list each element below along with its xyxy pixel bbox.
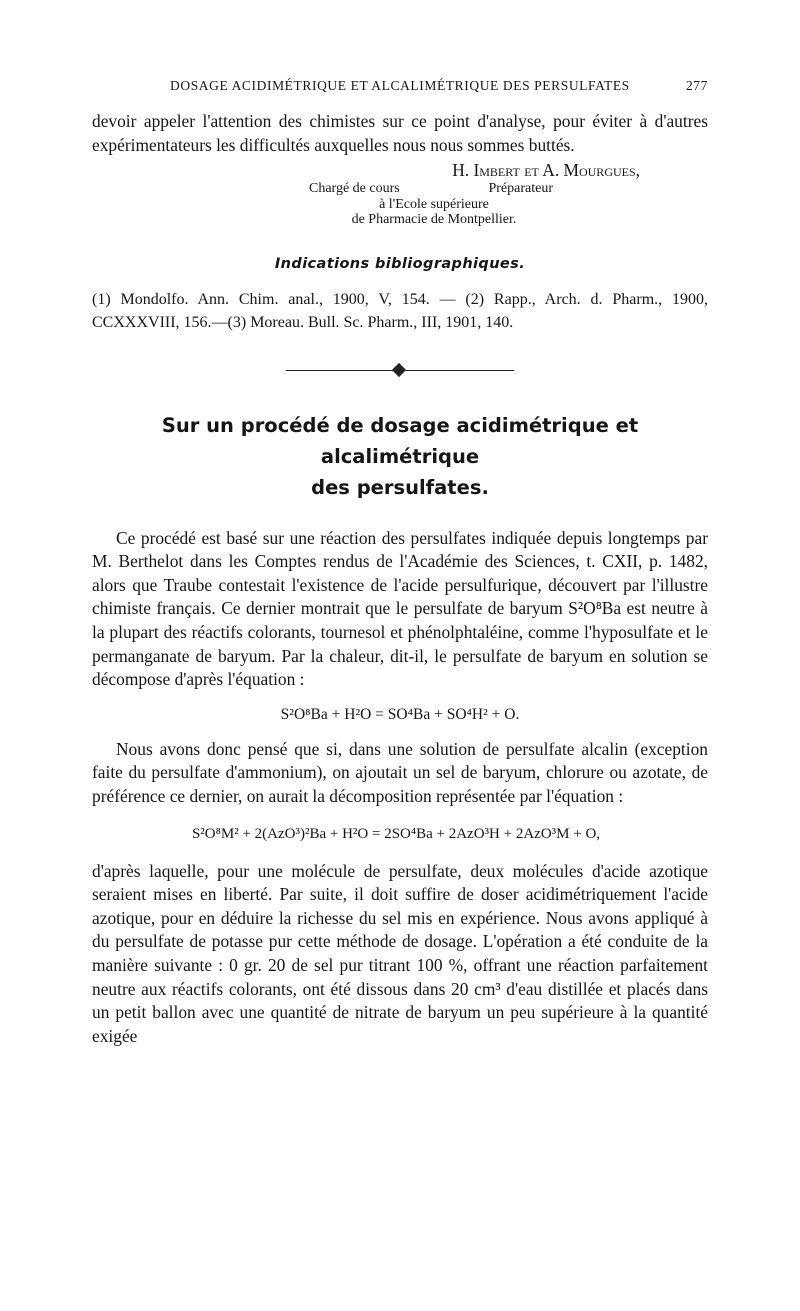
affiliation-line-1: à l'Ecole supérieure <box>379 196 489 212</box>
author-names: H. Imbert et A. Mourgues, <box>452 160 640 181</box>
body-paragraph-1: Ce procédé est basé sur une réaction des persulfates indiquée depuis longtemps par M. Berthelot dans les Comptes rendus de l'Académie des Sciences, t. CXII, p. 1482, alors que Traube contestait l'existence de l'acide persulfurique, découvert par l'illustre chimiste français. Ce dernier montrait que le persulfate de baryum S²O⁸Ba est neutre à la plupart des réactifs colorants, tournesol et phénolphtaléine, comme l'hyposulfate et le permanganate de baryum. Par la chaleur, dit-il, le persulfate de baryum en solution se décompose d'après l'équation : <box>92 527 708 690</box>
role-left: Chargé de cours <box>309 181 400 197</box>
section-divider <box>92 360 708 382</box>
equation-2: S²O⁸M² + 2(AzO³)²Ba + H²O = 2SO⁴Ba + 2AzO³H + 2AzO³M + O, <box>191 825 601 842</box>
bibliography-text: (1) Mondolfo. Ann. Chim. anal., 1900, V, 154. — (2) Rapp., Arch. d. Pharm., 1900, CCXXXVIII, 156.—(3) Moreau. Bull. Sc. Pharm., III, 1901, 140. <box>92 290 708 331</box>
article-title-line-2: des persulfates. <box>311 475 489 499</box>
page <box>92 76 708 1048</box>
article-title-line-1: Sur un procédé de dosage acidimétrique et alcalimétrique <box>161 413 639 468</box>
page-number: 277 <box>685 78 708 93</box>
intro-paragraph: devoir appeler l'attention des chimistes sur ce point d'analyse, pour éviter à d'autres expérimentateurs les difficultés auxquelles nous nous sommes buttés. <box>92 111 708 155</box>
diamond-ornament-icon <box>392 363 406 377</box>
role-right: Préparateur <box>488 181 553 197</box>
body-paragraph-3: d'après laquelle, pour une molécule de persulfate, deux molécules d'acide azotique seraient mises en liberté. Par suite, il doit suffire de doser acidimétriquement l'acide azotique, pour en déduire la richesse du sel mis en expérience. Nous avons appliqué à du persulfate de potasse pur cette méthode de dosage. L'opération a été conduite de la manière suivante : 0 gr. 20 de sel pur titrant 100 %, offrant une réaction parfaitement neutre aux réactifs colorants, ont été dissous dans 20 cm³ d'eau distillée et placés dans un petit ballon avec une quantité de nitrate de baryum un peu supérieure à la quantité exigée <box>92 860 708 1046</box>
running-head <box>92 76 708 100</box>
body-paragraph-2: Nous avons donc pensé que si, dans une solution de persulfate alcalin (exception faite du persulfate d'ammonium), on ajoutait un sel de baryum, chlorure ou azotate, de préférence ce dernier, on aurait la décomposition représentée par l'équation : <box>92 738 708 807</box>
signature-block <box>92 159 708 228</box>
equation-1: S²O⁸Ba + H²O = SO⁴Ba + SO⁴H² + O. <box>280 705 520 723</box>
bibliography-heading: Indications bibliographiques. <box>274 255 526 272</box>
running-head-title: DOSAGE ACIDIMÉTRIQUE ET ALCALIMÉTRIQUE DES PERSULFATES <box>170 78 630 93</box>
author-roles <box>309 181 553 197</box>
affiliation-line-2: de Pharmacie de Montpellier. <box>351 212 517 228</box>
article-title <box>92 410 708 503</box>
